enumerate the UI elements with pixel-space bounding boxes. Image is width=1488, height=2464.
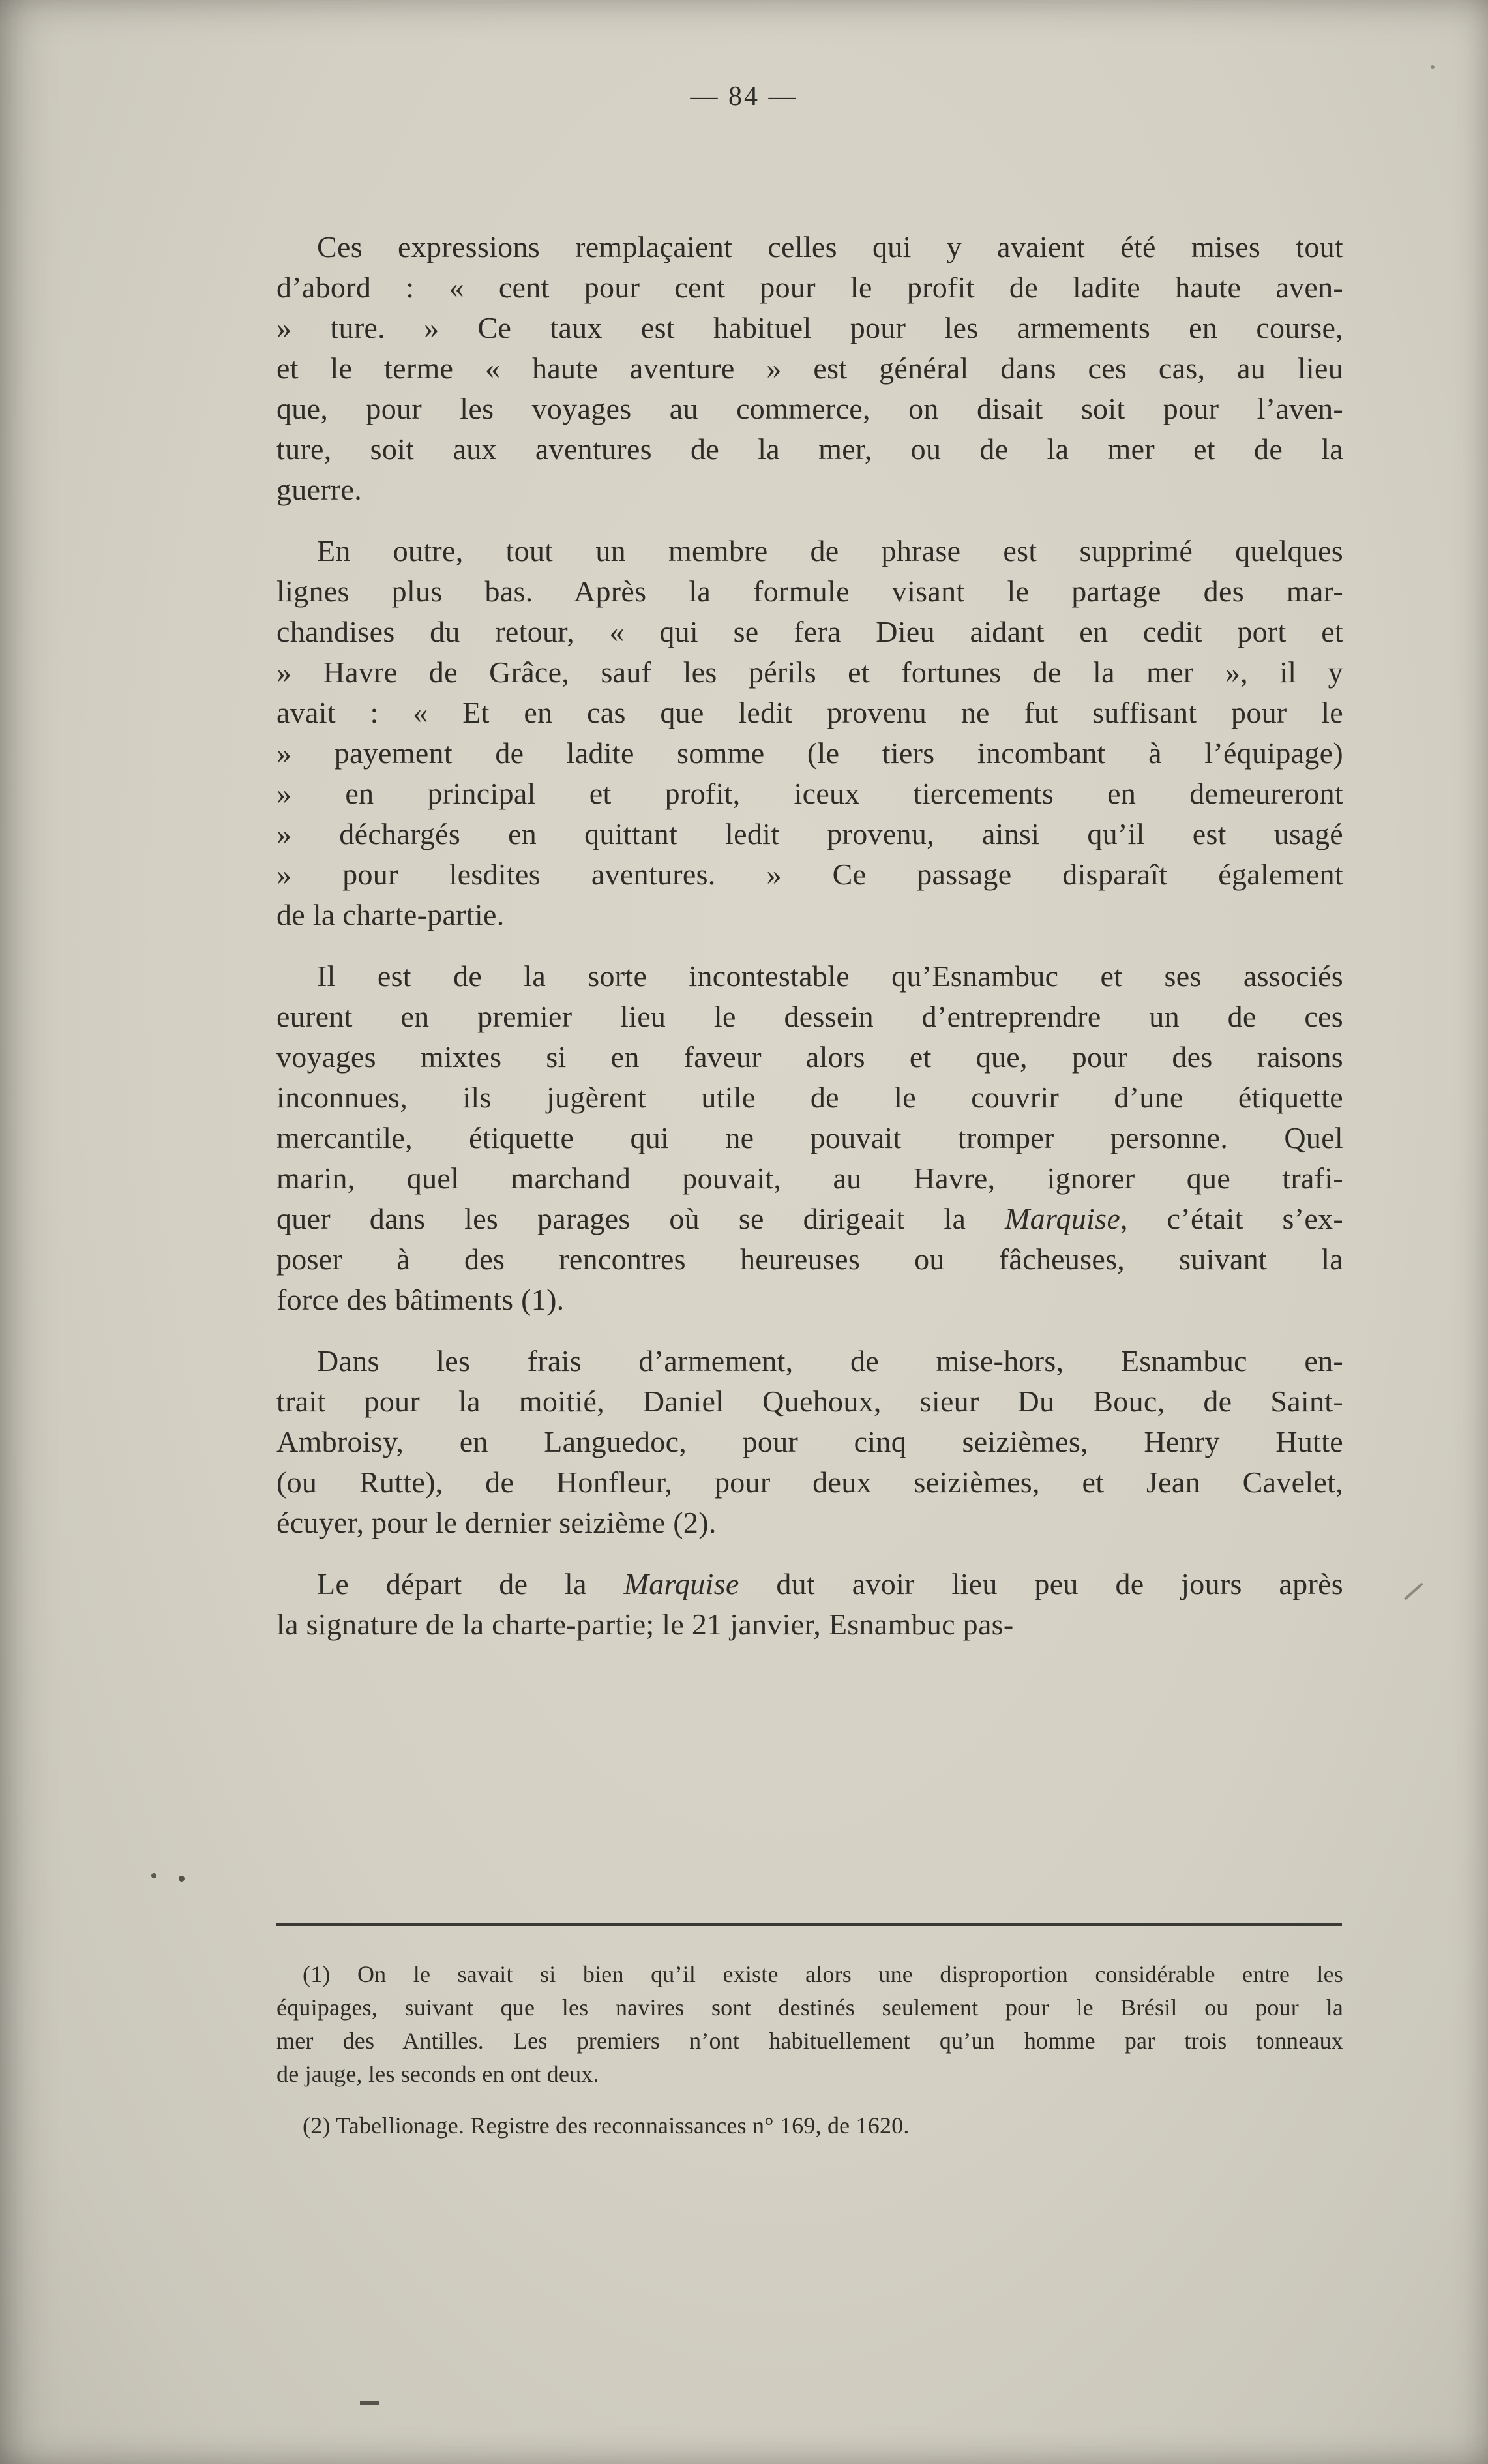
scan-scratch [1404, 1582, 1423, 1600]
text-line: » ture. » Ce taux est habituel pour les armements en course, [276, 311, 1343, 344]
scan-speck [151, 1873, 156, 1878]
text-line: » déchargés en quittant ledit provenu, ainsi qu’il est usagé [276, 817, 1343, 850]
footnotes [276, 1958, 1343, 2148]
paragraph [276, 1564, 1343, 1645]
text-line: que, pour les voyages au commerce, on disait soit pour l’aven- [276, 392, 1343, 425]
text-line: guerre. [276, 473, 363, 506]
text-line: Ambroisy, en Languedoc, pour cinq seizièmes, Henry Hutte [276, 1425, 1343, 1458]
text-line: marin, quel marchand pouvait, au Havre, ignorer que trafi- [276, 1162, 1343, 1195]
text-line: mer des Antilles. Les premiers n’ont habituellement qu’un homme par trois tonneaux [276, 2028, 1343, 2054]
text-line: poser à des rencontres heureuses ou fâcheuses, suivant la [276, 1242, 1343, 1276]
body-text [276, 227, 1343, 1666]
text-line: Ces expressions remplaçaient celles qui y avaient été mises tout [317, 230, 1343, 263]
text-line: (2) Tabellionage. Registre des reconnaissances n° 169, de 1620. [303, 2112, 910, 2139]
text-line: écuyer, pour le dernier seizième (2). [276, 1506, 717, 1539]
paragraph [276, 956, 1343, 1320]
text-line: » payement de ladite somme (le tiers incombant à l’équipage) [276, 736, 1343, 770]
text-line: eurent en premier lieu le dessein d’entreprendre un de ces [276, 1000, 1343, 1033]
footnote [276, 2109, 1343, 2142]
scan-mark [360, 2401, 379, 2405]
paragraph [276, 227, 1343, 510]
text-line: voyages mixtes si en faveur alors et que, pour des raisons [276, 1040, 1343, 1074]
text-line: avait : « Et en cas que ledit provenu ne fut suffisant pour le [276, 696, 1343, 729]
page-number: — 84 — [690, 82, 798, 112]
text-line: de jauge, les seconds en ont deux. [276, 2061, 599, 2087]
text-line: d’abord : « cent pour cent pour le profit de ladite haute aven- [276, 271, 1343, 304]
text-line: force des bâtiments (1). [276, 1283, 565, 1316]
footnote-separator-rule [276, 1923, 1342, 1926]
text-line: (ou Rutte), de Honfleur, pour deux seizièmes, et Jean Cavelet, [276, 1465, 1343, 1499]
footnote [276, 1958, 1343, 2091]
text-line: trait pour la moitié, Daniel Quehoux, sieur Du Bouc, de Saint- [276, 1385, 1343, 1418]
text-line: » en principal et profit, iceux tiercements en demeureront [276, 777, 1343, 810]
text-line: (1) On le savait si bien qu’il existe alors une disproportion considérable entre les [303, 1961, 1343, 1987]
text-line: Dans les frais d’armement, de mise-hors, Esnambuc en- [317, 1344, 1343, 1377]
paragraph [276, 1341, 1343, 1543]
text-line: mercantile, étiquette qui ne pouvait tromper personne. Quel [276, 1121, 1343, 1154]
text-line: équipages, suivant que les navires sont destinés seulement pour le Brésil ou pour la [276, 1994, 1343, 2021]
text-line: et le terme « haute aventure » est général dans ces cas, au lieu [276, 352, 1343, 385]
scan-speck [1431, 65, 1435, 69]
paragraph [276, 531, 1343, 935]
scan-speck [179, 1876, 185, 1882]
text-line: Le départ de la Marquise dut avoir lieu peu de jours après [317, 1567, 1343, 1600]
text-line: » Havre de Grâce, sauf les périls et fortunes de la mer », il y [276, 655, 1343, 689]
text-line: quer dans les parages où se dirigeait la Marquise, c’était s’ex- [276, 1202, 1343, 1235]
text-line: lignes plus bas. Après la formule visant le partage des mar- [276, 575, 1343, 608]
text-line: Il est de la sorte incontestable qu’Esnambuc et ses associés [317, 959, 1343, 993]
text-line: ture, soit aux aventures de la mer, ou de la mer et de la [276, 432, 1343, 466]
text-line: En outre, tout un membre de phrase est supprimé quelques [317, 534, 1343, 567]
text-line: chandises du retour, « qui se fera Dieu aidant en cedit port et [276, 615, 1343, 648]
text-line: de la charte-partie. [276, 898, 505, 931]
text-line: la signature de la charte-partie; le 21 janvier, Esnambuc pas- [276, 1608, 1014, 1641]
text-line: inconnues, ils jugèrent utile de le couvrir d’une étiquette [276, 1081, 1343, 1114]
text-line: » pour lesdites aventures. » Ce passage disparaît également [276, 858, 1343, 891]
